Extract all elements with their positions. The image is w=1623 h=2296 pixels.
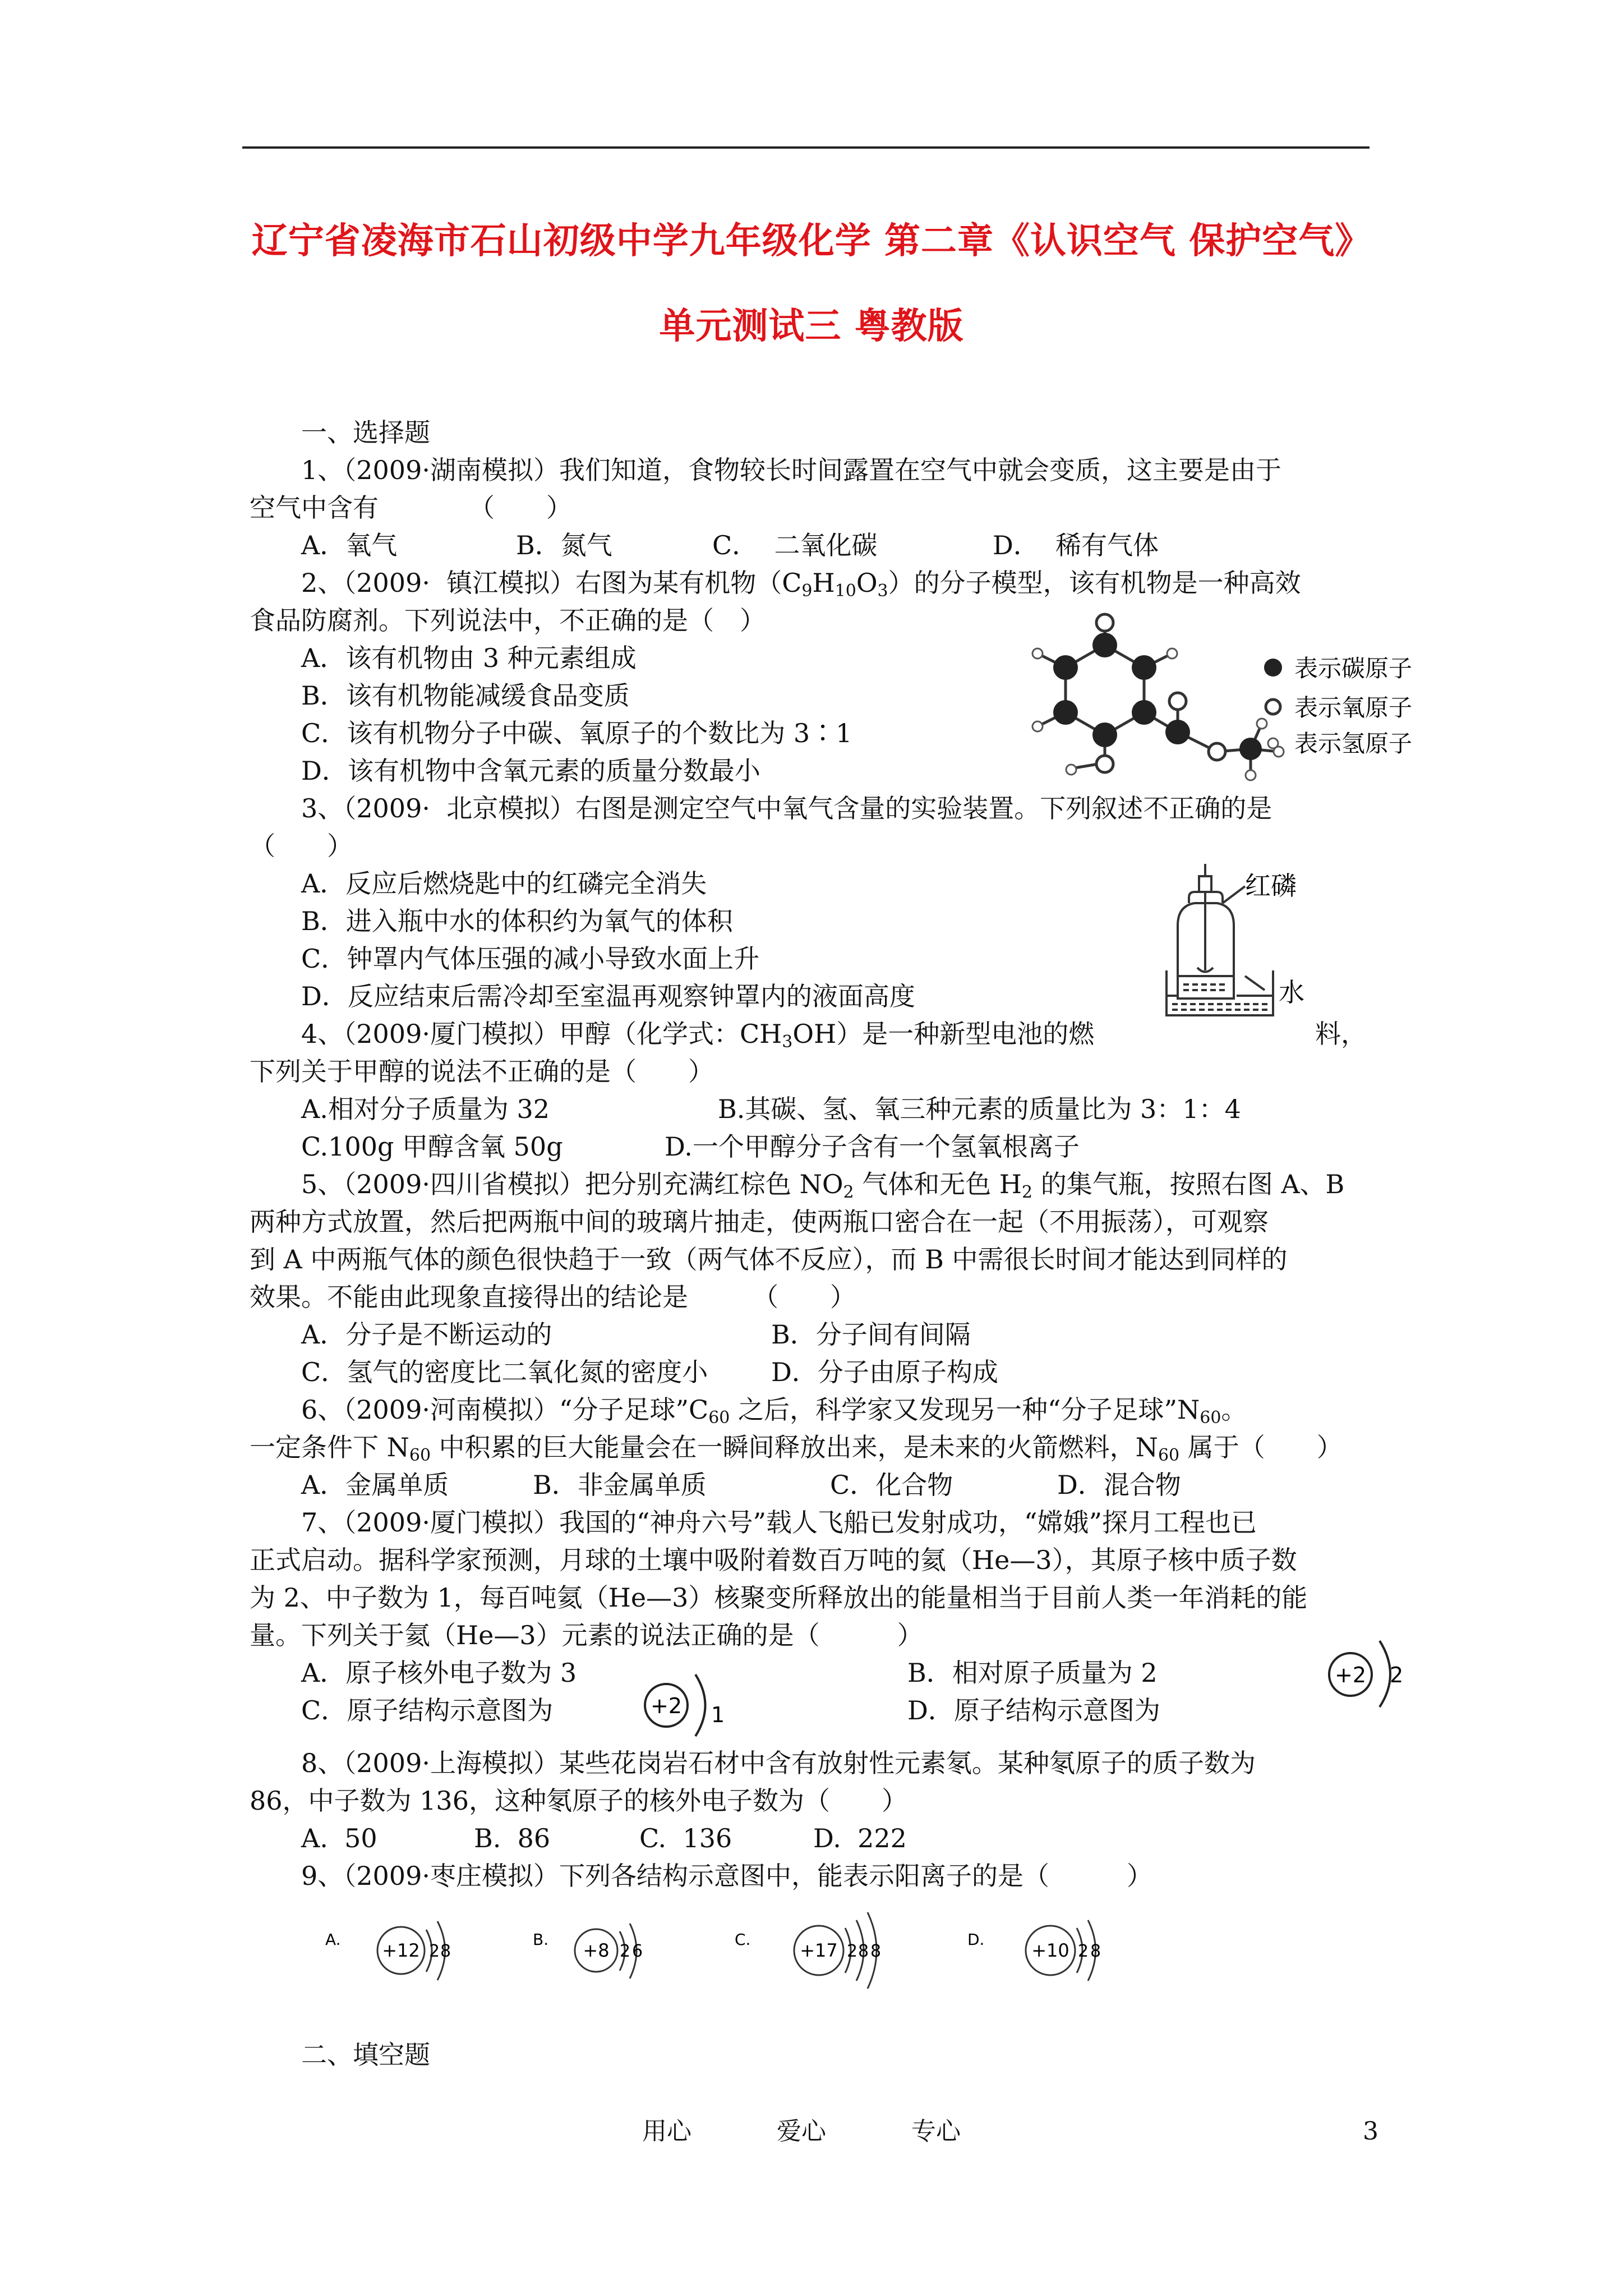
q4-option-c: C.100g 甲醇含氧 50g [301,1131,563,1162]
q7c-nucleus: +2 [650,1694,683,1718]
q9b-shell-2: 6 [632,1941,643,1961]
label-red-phosphorus: 红磷 [1245,871,1297,901]
q1-stem-line2: 空气中含有 （ ） [250,493,572,523]
q9b-shell-1: 2 [620,1941,631,1961]
q9b-nucleus: +8 [583,1940,610,1961]
q2-stem-line1: 2、（2009· 镇江模拟）右图为某有机物$(C_9H_{10}O_3)$的分子模型，该有机物是一种高效 [301,568,1301,601]
q9a-shell-1: 2 [429,1941,440,1961]
q8-stem-line2: 86，中子数为 136，这种氡原子的核外电子数为（ ） [250,1786,907,1816]
document-title-line1: 辽宁省凌海市石山初级中学九年级化学 第二章《认识空气 保护空气》 [251,220,1372,262]
q6-option-d: D．混合物 [1057,1470,1181,1500]
q4-option-a: A.相对分子质量为 32 [301,1094,550,1124]
q2-option-a: A．该有机物由 3 种元素组成 [301,643,637,673]
q6-stem-line2: 一定条件下 $N_{60}$ 中积累的巨大能量会在一瞬间释放出来，是未来的火箭燃料，$N_{60}$ 属于（ ） [250,1432,1343,1465]
q7-atom-diagram-c [639,1666,735,1739]
footer-item-1: 用心 [642,2117,691,2146]
footer-item-2: 爱心 [777,2117,826,2146]
q7-atom-diagram-d [1324,1635,1419,1708]
section-heading-choice: 一、选择题 [301,417,430,448]
q8-option-d: D. 222 [813,1823,907,1853]
molecule-model-figure [1015,611,1441,791]
q9d-shell-2: 8 [1090,1941,1101,1961]
q9-stem: 9、（2009·枣庄模拟）下列各结构示意图中，能表示阳离子的是（ ） [301,1861,1152,1891]
q1-option-c: C． 二氧化碳 [712,530,878,560]
q7-stem-line1: 7、（2009·厦门模拟）我国的“神舟六号”载人飞船已发射成功，“嫦娥”探月工程也已 [301,1507,1257,1538]
section-heading-fill-blank: 二、填空题 [301,2040,430,2070]
q7d-shell-1: 2 [1390,1663,1404,1687]
q7d-nucleus: +2 [1334,1663,1367,1687]
q9c-nucleus: +17 [800,1940,838,1961]
q8-option-b: B. 86 [474,1823,551,1853]
legend-oxygen-label: 表示氧原子 [1294,694,1413,721]
q6-option-c: C．化合物 [830,1470,953,1500]
oxygen-measurement-apparatus-figure [1161,864,1340,1043]
q1-option-b: B．氮气 [516,530,612,560]
q7-stem-line3: 为 2、中子数为 1，每百吨氦（He—3）核聚变所释放出的能量相当于目前人类一年消耗的能 [250,1582,1308,1613]
q5-option-b: B．分子间有间隔 [771,1319,971,1350]
q3-option-b: B．进入瓶中水的体积约为氧气的体积 [301,906,733,936]
legend-oxygen-icon [1266,700,1280,714]
q9a-letter: A. [325,1930,341,1949]
q7-stem-line4: 量。下列关于氦（He—3）元素的说法正确的是（ ） [250,1620,923,1650]
q9-diagram-b [533,1924,643,1978]
q9d-letter: D. [967,1930,985,1949]
q9a-shell-2: 8 [440,1941,451,1961]
label-water: 水 [1279,977,1304,1007]
q1-option-d: D． 稀有气体 [993,530,1159,560]
q5-option-d: D．分子由原子构成 [771,1357,998,1387]
q7-option-d: D．原子结构示意图为 [907,1695,1160,1726]
q2-option-b: B．该有机物能减缓食品变质 [301,680,630,711]
q9c-shell-3: 8 [870,1941,882,1961]
q1-stem-line1: 1、（2009·湖南模拟）我们知道，食物较长时间露置在空气中就会变质，这主要是由于 [301,455,1281,485]
legend-carbon-icon [1264,659,1282,677]
q6-option-a: A．金属单质 [301,1470,449,1500]
q7-option-b: B．相对原子质量为 2 [907,1658,1158,1688]
page-number: 3 [1363,2117,1378,2146]
q8-option-a: A. 50 [301,1823,377,1853]
q4-stem-line2: 下列关于甲醇的说法不正确的是（ ） [250,1056,714,1087]
q5-stem-line3: 到 A 中两瓶气体的颜色很快趋于一致（两气体不反应），而 B 中需很长时间才能达到同样的 [250,1244,1288,1274]
q2-option-c: C．该有机物分子中碳、氧原子的个数比为 3∶1 [301,718,852,748]
q9c-letter: C. [735,1930,751,1949]
footer-item-3: 专心 [911,2117,961,2146]
q7-option-c: C．原子结构示意图为 [301,1695,554,1726]
q3-option-c: C．钟罩内气体压强的减小导致水面上升 [301,944,760,974]
q5-option-c: C．氢气的密度比二氧化氮的密度小 [301,1357,708,1387]
q8-option-c: C. 136 [639,1823,732,1853]
q9c-shell-1: 2 [847,1941,858,1961]
q5-stem-line4: 效果。不能由此现象直接得出的结论是 （ ） [250,1282,856,1312]
q4-stem-line1: 4、（2009·厦门模拟）甲醇（化学式：$CH_3OH$）是一种新型电池的燃 [301,1019,1095,1052]
q3-option-a: A．反应后燃烧匙中的红磷完全消失 [301,868,707,899]
q9-diagram-a [325,1921,451,1980]
legend-hydrogen-label: 表示氢原子 [1294,730,1413,757]
q9-diagram-d [967,1920,1101,1981]
q4-option-b: B.其碳、氢、氧三种元素的质量比为 3：1：4 [718,1094,1241,1124]
q5-stem-line1: 5、（2009·四川省模拟）把分别充满红棕色 $NO_2$ 气体和无色 $H_2$ 的集气瓶，按照右图 A、B [301,1169,1345,1202]
q6-option-b: B．非金属单质 [533,1470,707,1500]
q7-stem-line2: 正式启动。据科学家预测，月球的土壤中吸附着数百万吨的氦（He—3），其原子核中质子数 [250,1545,1297,1575]
q7-option-a: A．原子核外电子数为 3 [301,1658,577,1688]
q2-stem-line2: 食品防腐剂。下列说法中，不正确的是（ ） [250,605,766,636]
q5-stem-line2: 两种方式放置，然后把两瓶中间的玻璃片抽走，使两瓶口密合在一起（不用振荡），可观察 [250,1207,1269,1237]
q5-option-a: A．分子是不断运动的 [301,1319,552,1350]
q9d-nucleus: +10 [1031,1940,1069,1961]
q7c-shell-1: 1 [711,1703,725,1727]
q3-stem-line2: （ ） [250,831,353,861]
q9d-shell-1: 2 [1078,1941,1089,1961]
top-rule [242,146,1370,149]
q2-option-d: D．该有机物中含氧元素的质量分数最小 [301,756,760,786]
q9a-nucleus: +12 [382,1940,420,1961]
legend-hydrogen-icon [1268,738,1278,748]
q6-stem-line1: 6、（2009·河南模拟）“分子足球$”C_{60}$ 之后，科学家又发现另一种“分子足球$”N_{60}$。 [301,1395,1247,1428]
q4-option-d: D.一个甲醇分子含有一个氢氧根离子 [665,1131,1080,1162]
q9b-letter: B. [533,1930,549,1949]
q9-diagram-c [735,1912,881,1989]
document-title-line2: 单元测试三 粤教版 [659,306,964,347]
q8-stem-line1: 8、（2009·上海模拟）某些花岗岩石材中含有放射性元素氡。某种氡原子的质子数为 [301,1748,1256,1778]
q9-atom-diagrams [322,1904,1136,1994]
q9c-shell-2: 8 [858,1941,869,1961]
q3-option-d: D．反应结束后需冷却至室温再观察钟罩内的液面高度 [301,981,915,1011]
q1-option-a: A．氧气 [301,530,398,560]
q4-stem-line1-end: 料， [1315,1019,1367,1049]
legend-carbon-label: 表示碳原子 [1294,655,1413,682]
q3-stem-line1: 3、（2009· 北京模拟）右图是测定空气中氧气含量的实验装置。下列叙述不正确的是 [301,793,1272,823]
